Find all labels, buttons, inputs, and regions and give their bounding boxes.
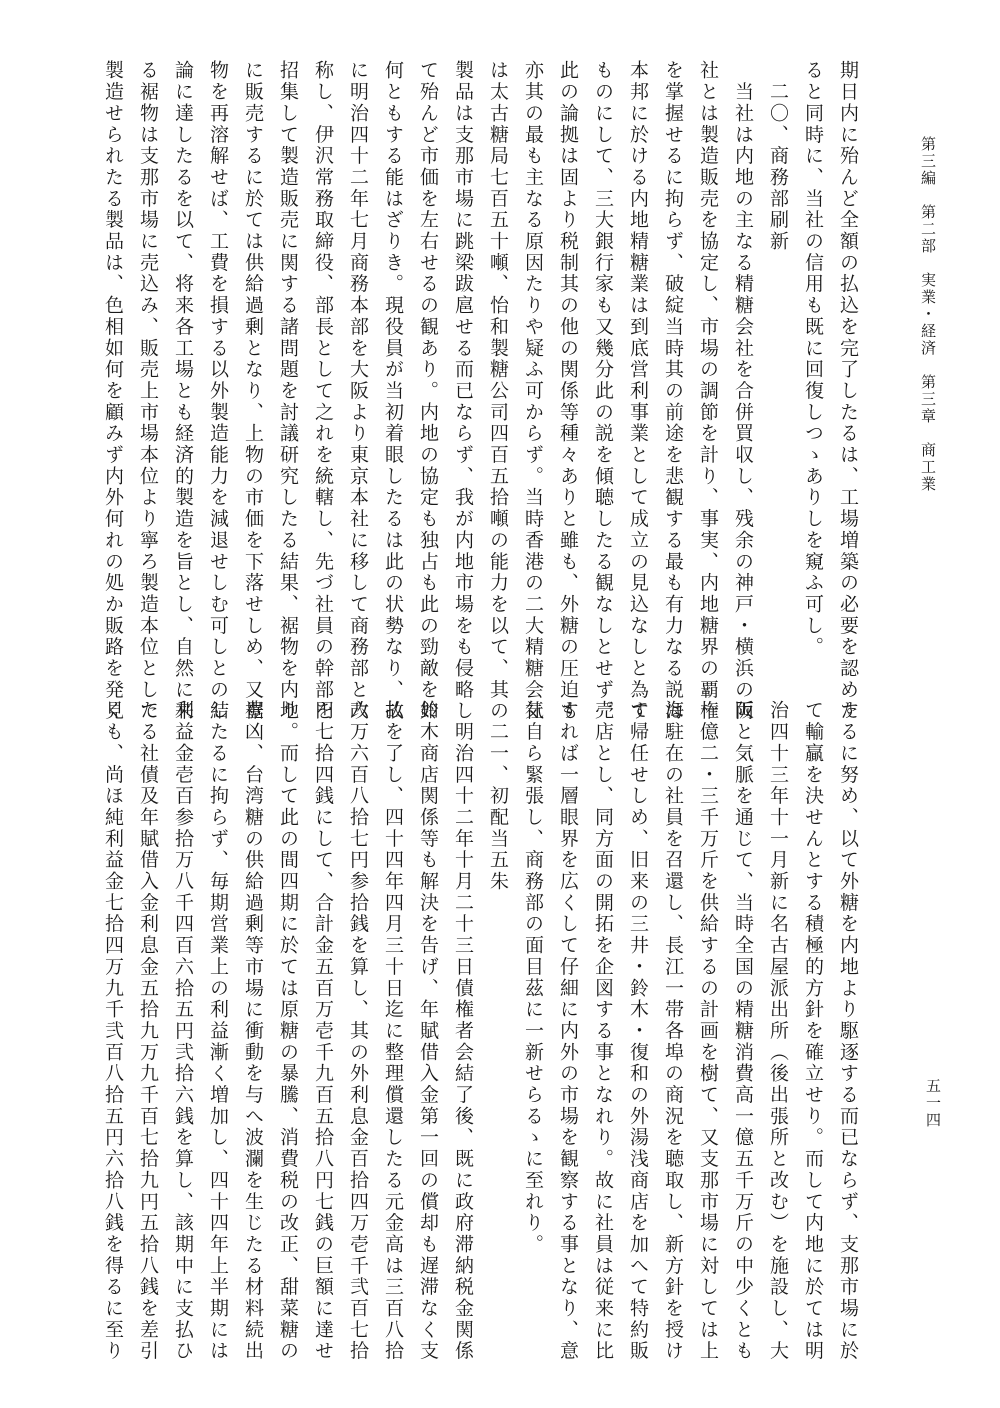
text-column: くも、尚ほ純利益金七拾四万九千弐百八拾五円六拾八銭を得るに至り	[102, 700, 124, 1362]
lower-text-block	[102, 700, 865, 1362]
text-column: 一億二・三千万斤を供給するの計画を樹て、又支那市場に対しては上	[697, 700, 719, 1362]
text-column: 売店とし、同方面の開拓を企図する事となれり。故に社員は従来に比	[592, 700, 614, 1362]
text-column: 亦其の最も主なる原因たりや疑ふ可からず。当時香港の二大精糖会社	[522, 60, 544, 722]
text-column: 明治四十二年十月二十三日債権者会結了後、既に政府滞納税金関係	[452, 700, 474, 1362]
text-column: 阪と気脈を通じて、当時全国の精糖消費高一億五千万斤の中少くとも	[732, 700, 754, 1362]
text-column: 招集して製造販売に関する諸問題を討議研究したる結果、裾物を内地	[277, 60, 299, 722]
text-column: 物を再溶解せば、工費を損する以外製造能力を減退せしむ可しとの結	[207, 60, 229, 722]
text-column: は太古糖局七百五十噸、怡和製糖公司四百五拾噸の能力を以て、其の	[487, 60, 509, 722]
text-column: 称し、伊沢常務取締役、部長として之れを統轄し、先づ社員の幹部を	[312, 60, 334, 722]
text-column: て帰任せしめ、旧来の三井・鈴木・復和の外湯浅商店を加へて特約販	[627, 700, 649, 1362]
text-column: 治四十三年十一月新に名古屋派出所（後出張所と改む）を施設し、大	[767, 700, 789, 1362]
text-column: ると同時に、当社の信用も既に回復しつゝありしを窺ふ可し。	[802, 60, 824, 658]
text-column: たる社債及年賦借入金利息金五拾九万九千百七拾九円五拾八銭を差引	[137, 700, 159, 1362]
text-column: に販売するに於ては供給過剰となり、上物の市価を下落せしめ、又裾	[242, 60, 264, 722]
text-column: 二〇、商務部刷新	[767, 60, 789, 253]
text-column: 二一、初配当五朱	[487, 700, 509, 893]
text-column: 本邦に於ける内地精糖業は到底営利事業として成立の見込なしと為す	[627, 60, 649, 722]
text-column: 社とは製造販売を協定し、市場の調節を計り、事実、内地糖界の覇権	[697, 60, 719, 722]
text-column: 円七拾四銭にして、合計金五百万壱千九百五拾八円七銭の巨額に達せ	[312, 700, 334, 1362]
text-column: 鈴木商店関係等も解決を告げ、年賦借入金第一回の償却も遅滞なく支	[417, 700, 439, 1362]
text-column: 論に達したるを以て、将来各工場とも経済的製造を旨とし、自然に来	[172, 60, 194, 722]
text-column: て輸贏を決せんとする積極的方針を確立せり。而して内地に於ては明	[802, 700, 824, 1362]
upper-text-block	[102, 60, 865, 722]
text-column: したるに拘らず、毎期営業上の利益漸く増加し、四十四年上半期には	[207, 700, 229, 1362]
text-column: するに努め、以て外糖を内地より駆逐する而已ならず、支那市場に於	[837, 700, 859, 1362]
text-column: 製品は支那市場に跳梁跋扈せる而已ならず、我が内地市場をも侵略し	[452, 60, 474, 722]
text-column: 期日内に殆んど全額の払込を完了したるは、工場増築の必要を認めた	[837, 60, 859, 722]
text-column: 此の論拠は固より税制其の他の関係等種々ありと雖も、外糖の圧迫も	[557, 60, 579, 722]
text-column: を掌握せるに拘らず、破綻当時其の前途を悲観する最も有力なる説は	[662, 60, 684, 722]
running-head: 第三編 第二部 実業・経済 第三章 商工業	[919, 136, 937, 493]
text-column: 払を了し、四十四年四月三十日迄に整理償還したる元金高は三百八拾	[382, 700, 404, 1362]
text-column: に明治四十二年七月商務本部を大阪より東京本社に移して商務部と改	[347, 60, 369, 722]
text-column: る裾物は支那市場に売込み、販売上市場本位より寧ろ製造本位として	[137, 60, 159, 722]
text-column: り。而して此の間四期に於ては原糖の暴騰、消費税の改正、甜菜糖の	[277, 700, 299, 1362]
text-column: 豊凶、台湾糖の供給過剰等市場に衝動を与へ波瀾を生じたる材料続出	[242, 700, 264, 1362]
text-column: 六万六百八拾七円参拾銭を算し、其の外利息金百拾四万壱千弐百七拾	[347, 700, 369, 1362]
text-column: 当社は内地の主なる精糖会社を合併買収し、残余の神戸・横浜の両	[732, 60, 754, 722]
text-column: て殆んど市価を左右せるの観あり。内地の協定も独占も此の勁敵を如	[417, 60, 439, 722]
text-column: 利益金壱百参拾万八千四百六拾五円弐拾六銭を算し、該期中に支払ひ	[172, 700, 194, 1362]
text-column: 製造せられたる製品は、色相如何を顧みず内外何れの処か販路を発見	[102, 60, 124, 722]
text-column: ものにして、三大銀行家も又幾分此の説を傾聴したる観なしとせず。	[592, 60, 614, 722]
page-number: 五一四	[924, 1078, 942, 1129]
text-column: 何ともする能はざりき。現役員が当初着眼したるは此の状勢なり、故	[382, 60, 404, 722]
text-column: 気自ら緊張し、商務部の面目茲に一新せらるゝに至れり。	[522, 700, 544, 1256]
text-column: 海駐在の社員を召還し、長江一帯各埠の商況を聴取し、新方針を授け	[662, 700, 684, 1362]
text-column: すれば一層眼界を広くして仔細に内外の市場を観察する事となり、意	[557, 700, 579, 1362]
